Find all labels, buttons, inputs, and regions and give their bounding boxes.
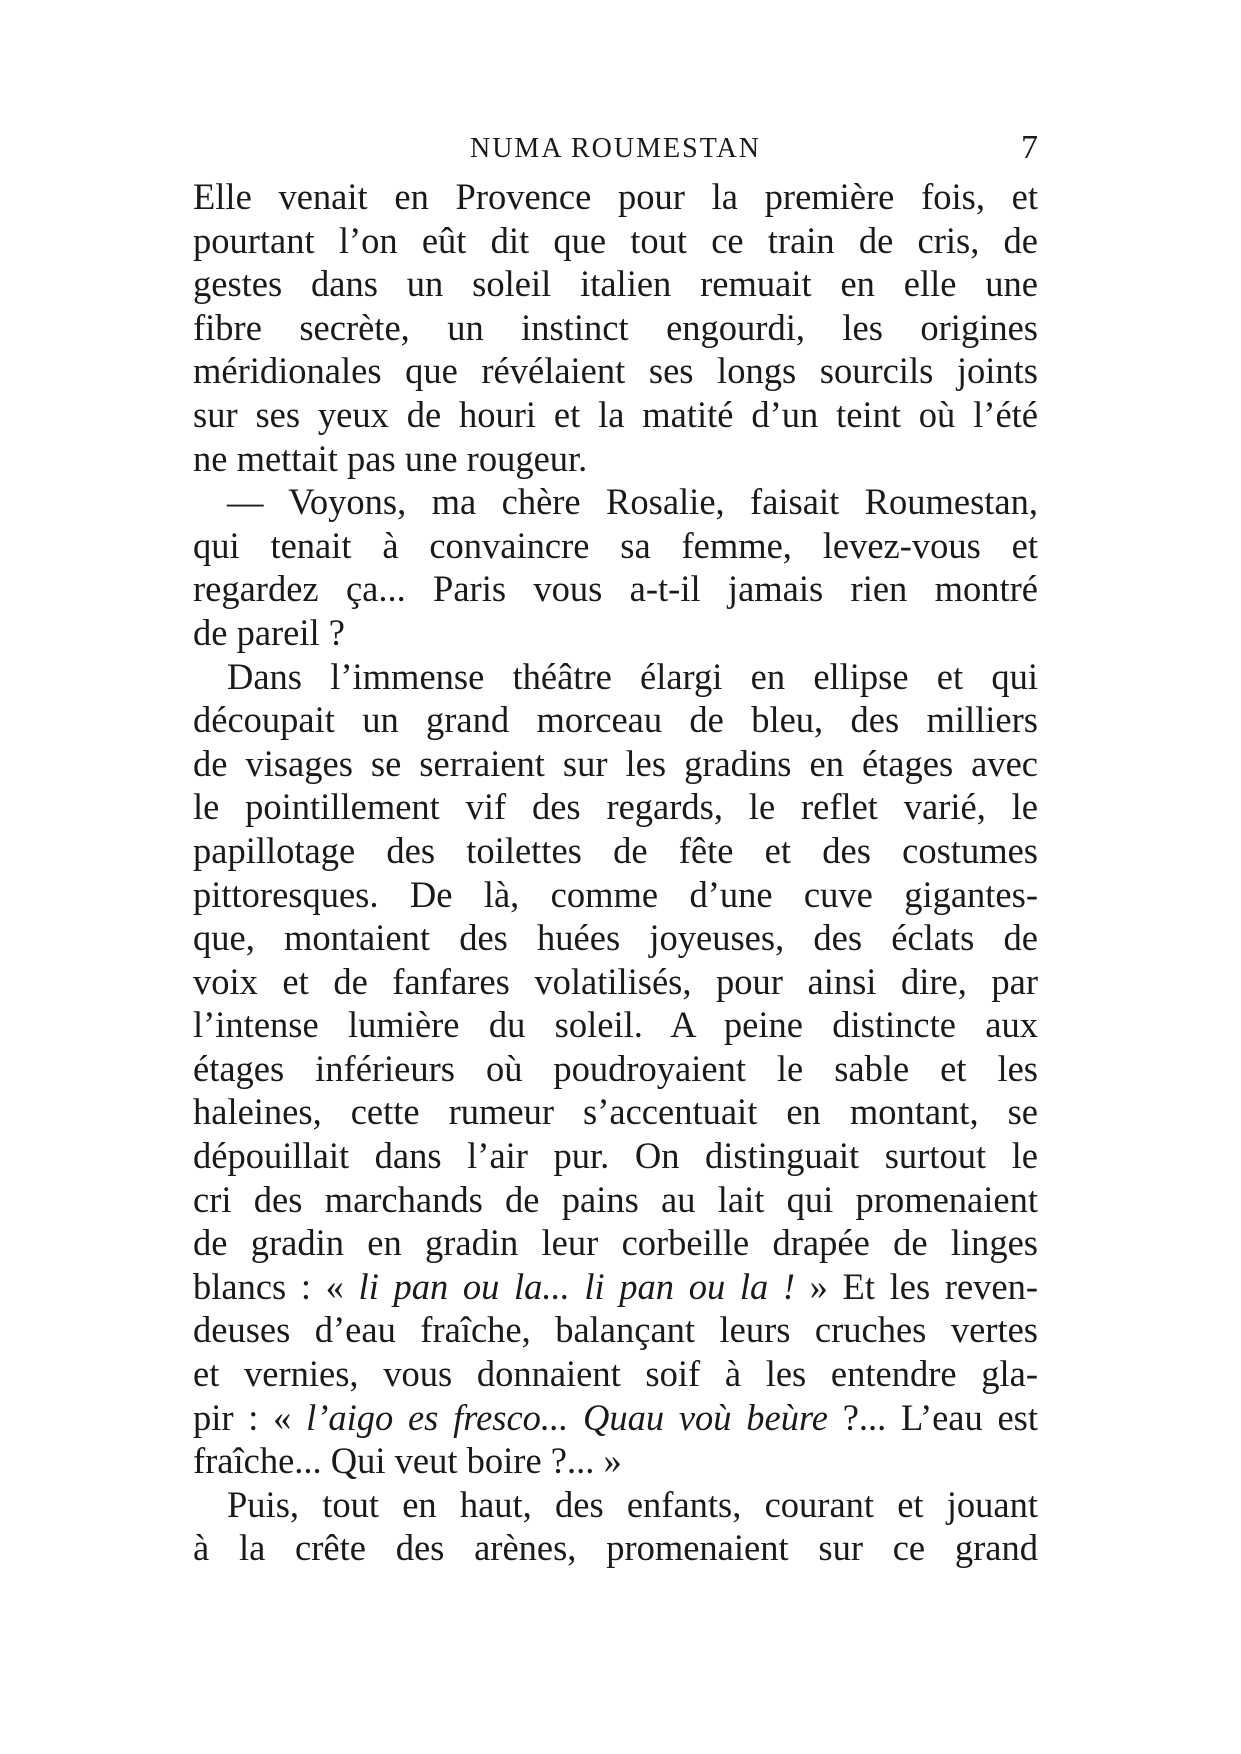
text-line: le pointillement vif des regards, le reflet varié, le [193,786,1038,828]
text-line: de visages se serraient sur les gradins en étages avec [193,742,1038,784]
text-line: étages inférieurs où poudroyaient le sable et les [193,1047,1038,1089]
text-line: l’intense lumière du soleil. A peine distincte aux [193,1004,1038,1046]
text-line: regardez ça... Paris vous a-t-il jamais rien montré [193,568,1038,610]
text-line: deuses d’eau fraîche, balançant leurs cruches vertes [193,1309,1038,1351]
quote-prefix: pir : « [193,1396,307,1438]
paragraph-4 [193,1483,1038,1570]
quote-prefix: blancs : « [193,1265,359,1307]
text-line: cri des marchands de pains au lait qui promenaient [193,1178,1038,1220]
quote-italic: li pan ou la... li pan ou la ! [358,1265,796,1307]
paragraph-1 [193,175,1038,480]
quote-italic: l’aigo es fresco... Quau voù beùre [306,1396,829,1438]
text-line: méridionales que révélaient ses longs sourcils joints [193,350,1038,392]
page-number: 7 [1021,129,1038,166]
text-line: papillotage des toilettes de fête et des costumes [193,829,1038,871]
text-line: gestes dans un soleil italien remuait en elle une [193,263,1038,305]
text-line: à la crête des arènes, promenaient sur ce grand [193,1527,1038,1569]
text-line: — Voyons, ma chère Rosalie, faisait Roumestan, [227,481,1038,523]
text-line: dépouillait dans l’air pur. On distinguait surtout le [193,1135,1038,1177]
paragraph-2 [193,480,1038,654]
running-title: NUMA ROUMESTAN [469,133,761,164]
text-line: et vernies, vous donnaient soif à les entendre gla- [193,1353,1038,1395]
quote-line [193,1265,1038,1309]
running-head [193,125,1038,175]
body-text [193,175,1038,1570]
text-line: pourtant l’on eût dit que tout ce train de cris, de [193,219,1038,261]
paragraph-3 [193,655,1038,1483]
text-line: de pareil ? [193,611,345,653]
text-line: découpait un grand morceau de bleu, des milliers [193,699,1038,741]
text-line: Puis, tout en haut, des enfants, courant et jouant [227,1483,1038,1525]
text-line: haleines, cette rumeur s’accentuait en montant, se [193,1091,1038,1133]
text-line: qui tenait à convaincre sa femme, levez-vous et [193,524,1038,566]
text-line: ne mettait pas une rougeur. [193,437,588,479]
text-line: Elle venait en Provence pour la première fois, et [193,176,1038,217]
text-line: fraîche... Qui veut boire ?... » [193,1440,622,1482]
quote-line [193,1396,1038,1440]
text-line: sur ses yeux de houri et la matité d’un teint où l’été [193,393,1038,435]
text-line: voix et de fanfares volatilisés, pour ainsi dire, par [193,960,1038,1002]
text-line: de gradin en gradin leur corbeille drapée de linges [193,1222,1038,1264]
text-line: Dans l’immense théâtre élargi en ellipse et qui [227,655,1038,697]
quote-suffix: ?... L’eau est [828,1396,1039,1438]
text-line: fibre secrète, un instinct engourdi, les origines [193,306,1038,348]
text-line: que, montaient des huées joyeuses, des éclats de [193,917,1038,959]
text-line: pittoresques. De là, comme d’une cuve gigantes- [193,873,1038,915]
book-page [193,125,1038,1570]
quote-suffix: » Et les reven- [795,1265,1039,1307]
